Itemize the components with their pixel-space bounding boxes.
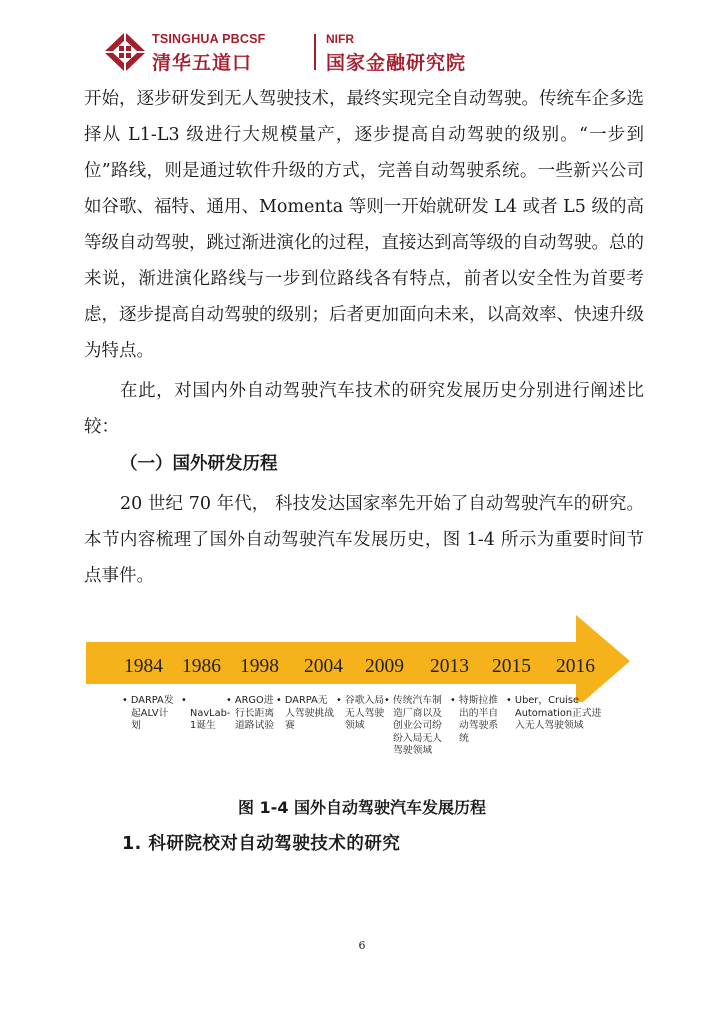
logo-chinese-text: 清华五道口 [152, 52, 253, 74]
page-header [80, 28, 640, 76]
section-heading-foreign-history: （一）国外研发历程 [120, 454, 278, 474]
timeline-event: • 特斯拉推出的半自动驾驶系统 [450, 695, 499, 744]
timeline-event: • ARGO进行长距离道路试验 [226, 695, 275, 731]
timeline-event: • NavLab-1诞生 [181, 695, 231, 731]
timeline-years [124, 656, 604, 688]
nifr-chinese-text: 国家金融研究院 [326, 52, 467, 74]
subsection-heading-research-institutions: 1. 科研院校对自动驾驶技术的研究 [122, 834, 401, 854]
timeline-events [86, 695, 606, 795]
timeline-event: • DARPA无人驾驶挑战赛 [276, 695, 334, 731]
logo-english-text: TSINGHUA PBCSF [152, 32, 266, 46]
timeline-year: 2016 [556, 656, 595, 677]
timeline-event: • Uber，Cruise Automation正式进入无人驾驶领域 [506, 695, 602, 731]
timeline-year: 2015 [492, 656, 531, 677]
body-paragraph-1: 开始，逐步研发到无人驾驶技术，最终实现完全自动驾驶。传统车企多选择从 L1-L3 级进行大规模量产，逐步提高自动驾驶的级别。“一步到位”路线，则是通过软件升级的方式，完善自动驾驶系统。一些新兴公司如谷歌、福特、通用、Momenta 等则一开始就研发 L4 或者 L5 级的高等级自动驾驶，跳过渐进演化的过程，直接达到高等级的自动驾驶。总的来说，渐进演化路线与一步到位路线各有特点，前者以安全性为首要考虑，逐步提高自动驾驶的级别；后者更加面向未来，以高效率、快速升级为特点。 [84, 89, 644, 361]
figure-caption: 图 1-4 国外自动驾驶汽车发展历程 [237, 798, 487, 817]
timeline-event: • DARPA发起ALV计划 [122, 695, 174, 731]
timeline-year: 2004 [304, 656, 343, 677]
nifr-english-text: NIFR [326, 32, 354, 46]
timeline-year: 1998 [240, 656, 279, 677]
logo-divider [314, 34, 316, 70]
body-paragraph-2: 在此，对国内外自动驾驶汽车技术的研究发展历史分别进行阐述比较： [84, 381, 644, 437]
timeline-event: • 谷歌入局无人驾驶领域 [336, 695, 385, 731]
timeline-year: 1984 [124, 656, 163, 677]
body-paragraph-3: 20 世纪 70 年代， 科技发达国家率先开始了自动驾驶汽车的研究。本节内容梳理了国外自动驾驶汽车发展历史，图 1-4 所示为重要时间节点事件。 [84, 494, 644, 586]
timeline-event: • 传统汽车制造厂商以及创业公司纷纷入局无人驾驶领域 [384, 695, 442, 756]
tsinghua-logo-icon [102, 30, 148, 74]
timeline-year: 2013 [430, 656, 469, 677]
page-number: 6 [358, 939, 366, 952]
timeline-year: 1986 [182, 656, 221, 677]
timeline-year: 2009 [365, 656, 404, 677]
timeline-figure [86, 612, 636, 792]
